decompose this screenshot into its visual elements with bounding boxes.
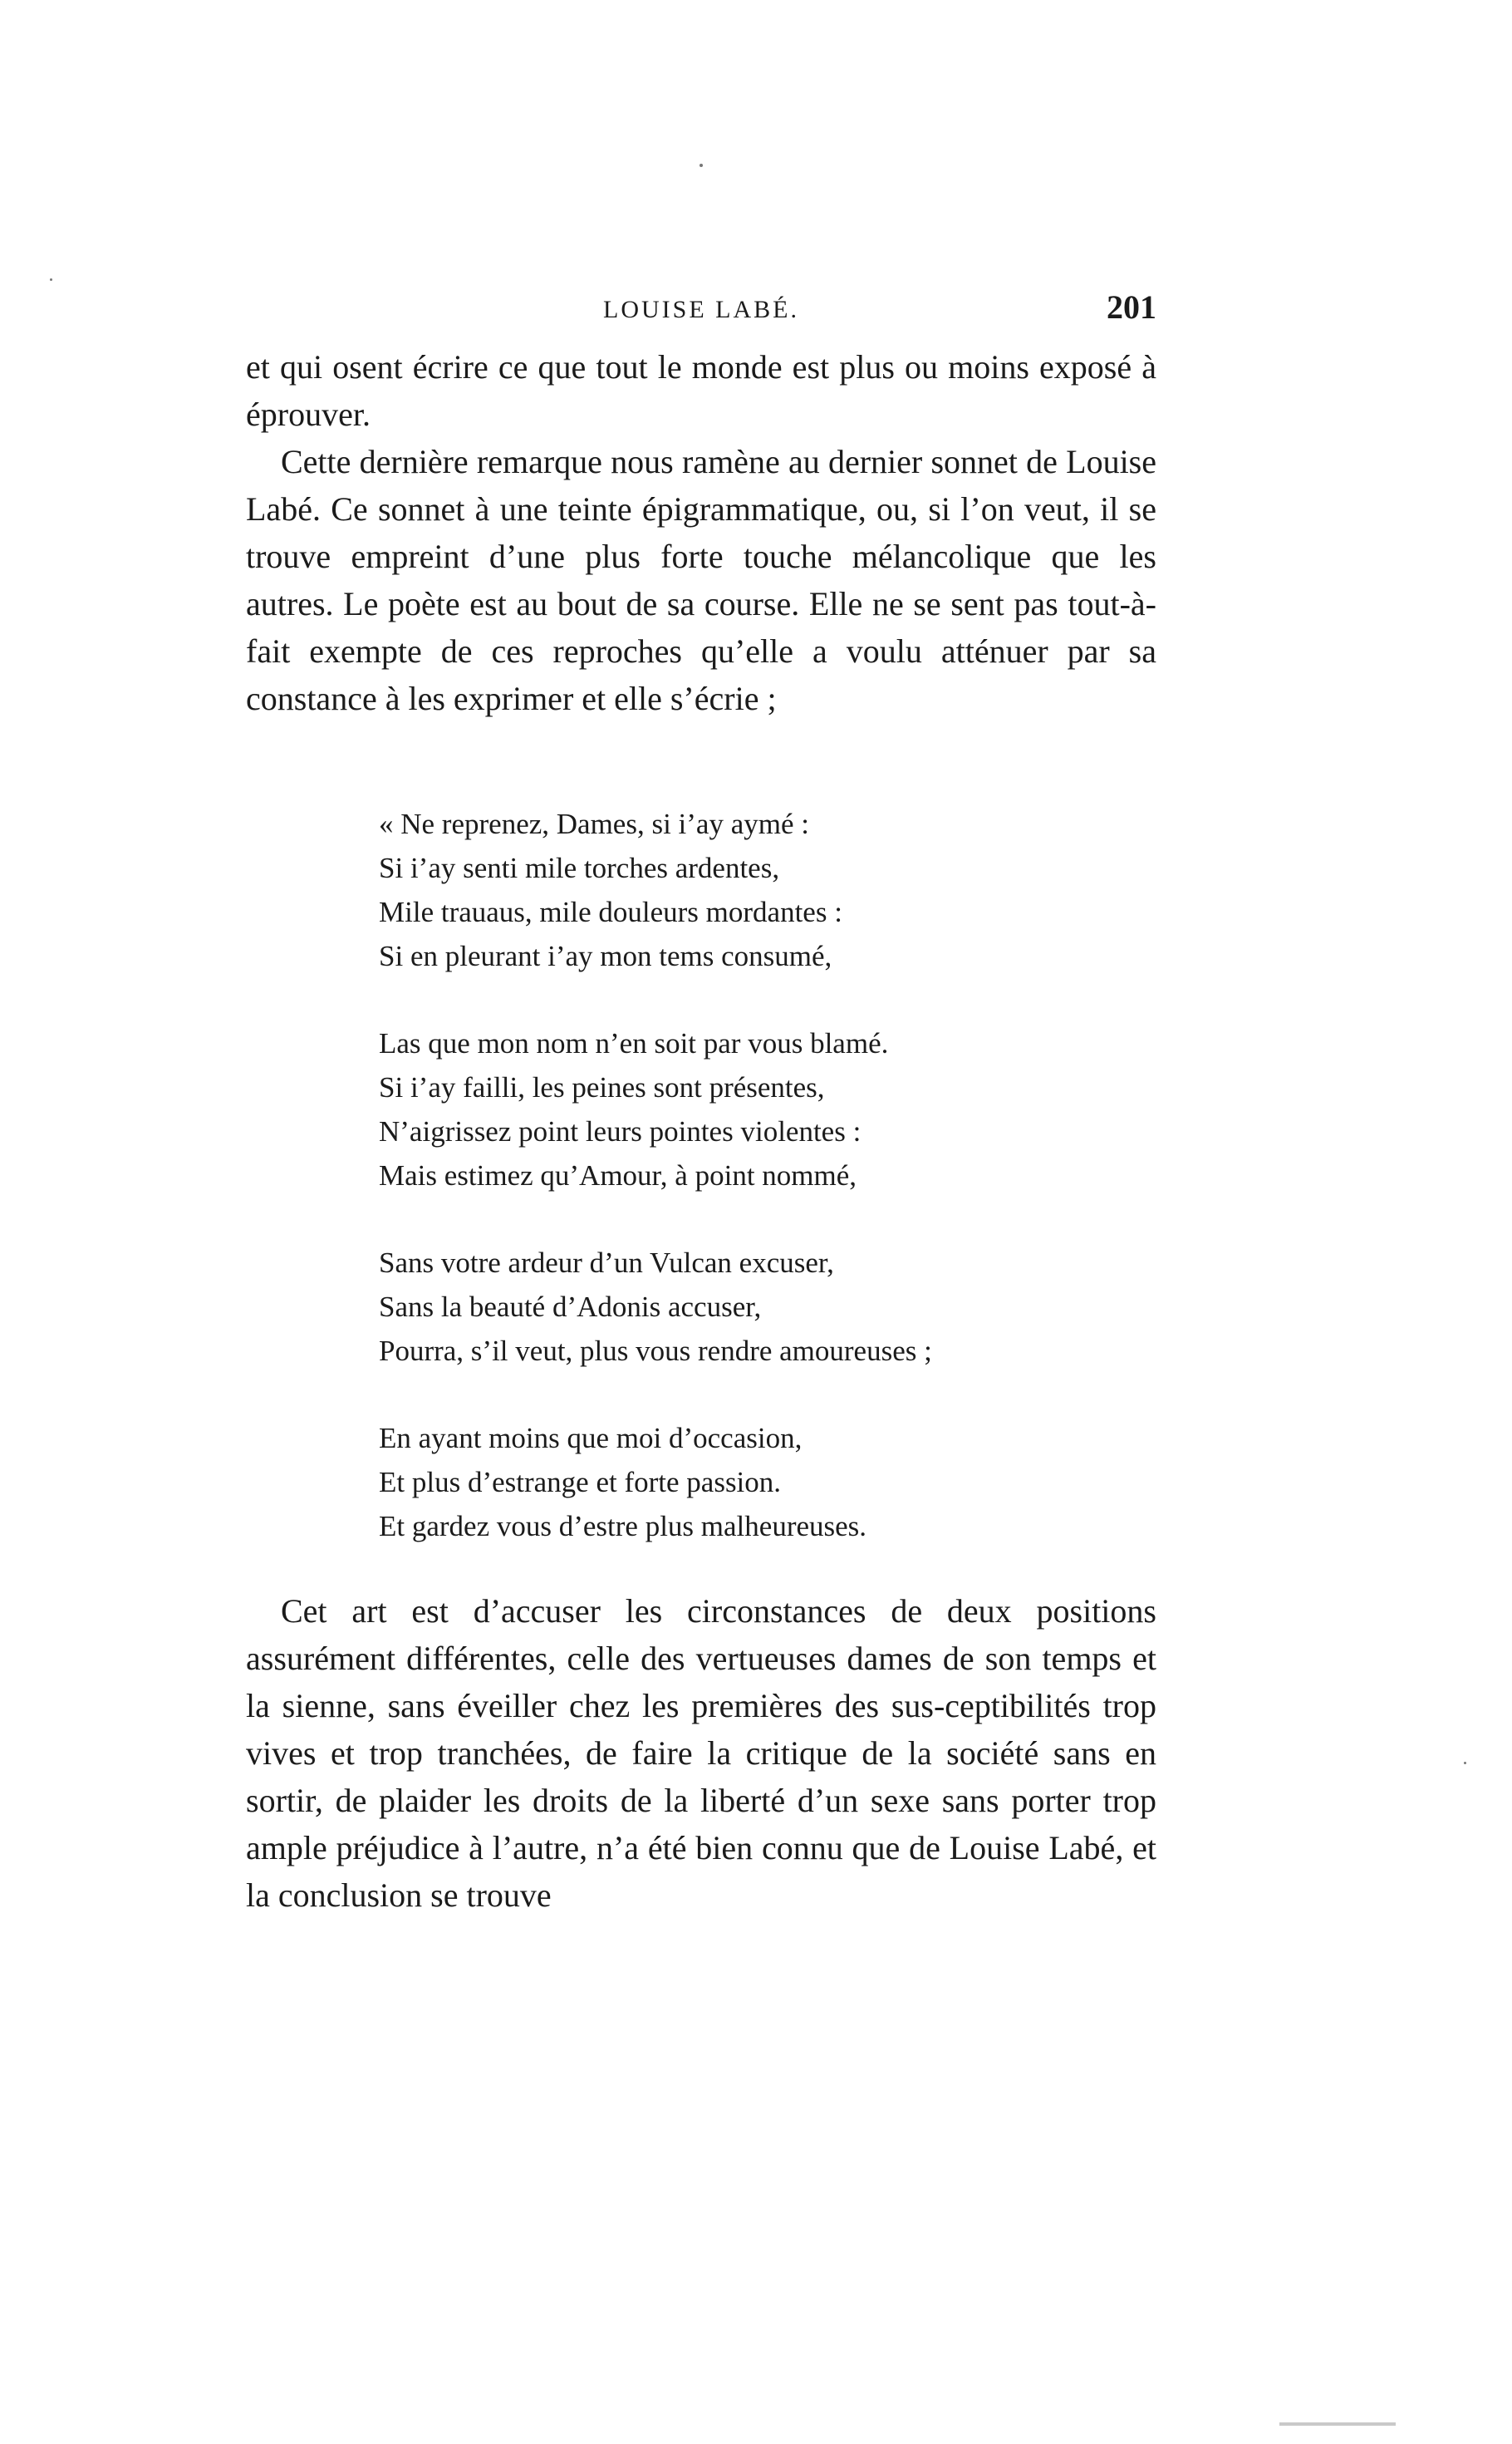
verse-line: Pourra, s’il veut, plus vous rendre amoureuses ;	[379, 1335, 932, 1367]
scan-edge-mark	[1279, 2422, 1396, 2426]
tercet-2	[379, 1416, 1127, 1548]
verse-line: N’aigrissez point leurs pointes violentes :	[379, 1115, 862, 1148]
body-text-bottom	[246, 1587, 1156, 1919]
verse-line: Si i’ay senti mile torches ardentes,	[379, 852, 780, 884]
scan-speck	[50, 278, 52, 281]
page-number: 201	[1107, 288, 1156, 326]
paragraph-continuation: et qui osent écrire ce que tout le monde est plus ou moins exposé à éprouver.	[246, 348, 1156, 433]
verse-line: Mile trauaus, mile douleurs mordantes :	[379, 896, 842, 928]
verse-line: Si i’ay failli, les peines sont présentes,	[379, 1071, 825, 1104]
body-text-top	[246, 343, 1156, 722]
verse-line: Sans la beauté d’Adonis accuser,	[379, 1291, 762, 1323]
quatrain-2	[379, 1021, 1127, 1197]
verse-line: Et plus d’estrange et forte passion.	[379, 1466, 782, 1498]
scan-speck	[700, 164, 703, 167]
scan-speck	[1464, 1762, 1466, 1764]
quatrain-1	[379, 802, 1127, 978]
paragraph-sonnet-intro: Cette dernière remarque nous ramène au dernier sonnet de Louise Labé. Ce sonnet à une teinte épigrammatique, ou, si l’on veut, il se trouve empreint d’une plus forte touche mélancolique que les autres. Le poète est au bout de sa course. Elle ne se sent pas tout-à-fait exempte de ces reproches qu’elle a voulu atténuer par sa constance à les exprimer et elle s’écrie ;	[246, 443, 1156, 717]
sonnet-quote	[379, 802, 1127, 1548]
running-head	[246, 288, 1156, 341]
verse-line: « Ne reprenez, Dames, si i’ay aymé :	[379, 808, 809, 840]
verse-line: Si en pleurant i’ay mon tems consumé,	[379, 940, 832, 972]
running-title: LOUISE LABÉ.	[603, 296, 799, 323]
tercet-1	[379, 1241, 1127, 1373]
verse-line: Sans votre ardeur d’un Vulcan excuser,	[379, 1247, 834, 1279]
verse-line: Mais estimez qu’Amour, à point nommé,	[379, 1159, 857, 1192]
verse-line: En ayant moins que moi d’occasion,	[379, 1422, 803, 1454]
paragraph-conclusion: Cet art est d’accuser les circonstances de deux positions assurément différentes, celle des vertueuses dames de son temps et la sienne, sans éveiller chez les premières des sus-ceptibilités trop vives et trop tranchées, de faire la critique de la société sans en sortir, de plaider les droits de la liberté d’un sexe sans porter trop ample préjudice à l’autre, n’a été bien connu que de Louise Labé, et la conclusion se trouve	[246, 1592, 1156, 1914]
verse-line: Las que mon nom n’en soit par vous blamé.	[379, 1027, 889, 1060]
verse-line: Et gardez vous d’estre plus malheureuses.	[379, 1510, 867, 1542]
